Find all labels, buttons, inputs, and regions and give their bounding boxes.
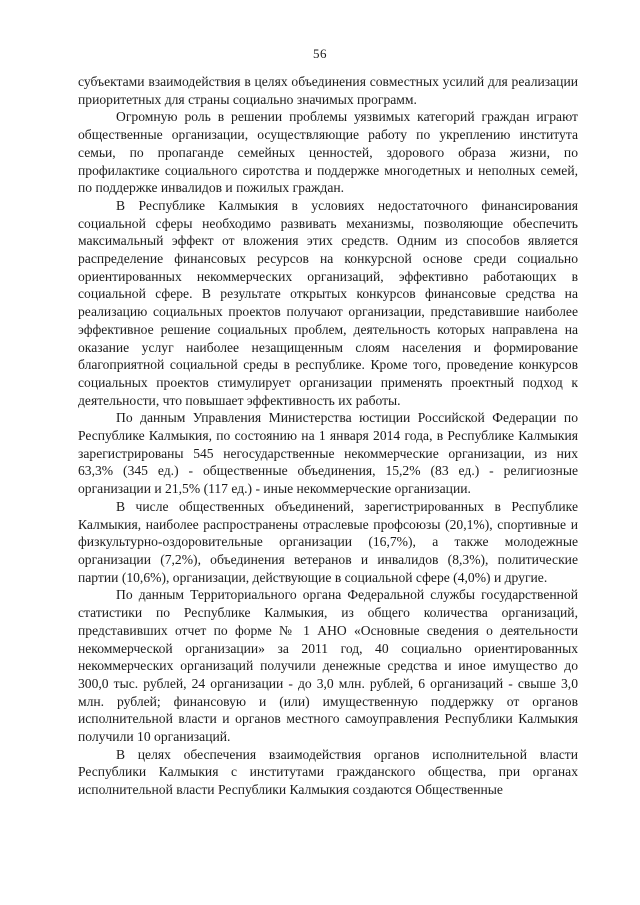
paragraph-interaction: В целях обеспечения взаимодействия органов исполнительной власти Республики Калмыкия с институтами гражданского общества, при органах исполнительной власти Республики Калмыкия создаются Общественные	[78, 746, 578, 798]
paragraph-justice-ministry-data: По данным Управления Министерства юстиции Российской Федерации по Республике Калмыкия, по состоянию на 1 января 2014 года, в Республике Калмыкия зарегистрированы 545 негосударственные некоммерческие организации, из них 63,3% (345 ед.) - общественные объединения, 15,2% (83 ед.) - религиозные организации и 21,5% (117 ед.) - иные некоммерческие организации.	[78, 410, 578, 497]
paragraph-funding-mechanisms: В Республике Калмыкия в условиях недостаточного финансирования социальной сферы необходимо развивать механизмы, позволяющие обеспечить максимальный эффект от вложения этих средств. Одним из способов является распределение финансовых ресурсов на конкурсной основе среди социально ориентированных некоммерческих организаций, эффективно работающих в социальной сфере. В результате открытых конкурсов финансовые средства на реализацию социальных проектов получают организации, представившие наиболее эффективное решение социальных проблем, деятельность которых направлена на оказание услуг наиболее незащищенным слоям населения и формирование благоприятной социальной среды в республике. Кроме того, проведение конкурсов социальных проектов стимулирует организации применять проектный подход к деятельности, что повышает эффективность их работы.	[78, 197, 578, 408]
paragraph-continuation: субъектами взаимодействия в целях объединения совместных усилий для реализации приоритетных для страны социально значимых программ.	[78, 74, 578, 107]
page-number: 56	[313, 46, 327, 61]
paragraph-public-organizations: Огромную роль в решении проблемы уязвимых категорий граждан играют общественные организации, осуществляющие работу по укреплению института семьи, по пропаганде семейных ценностей, здорового образа жизни, по профилактике социального сиротства и поддержке многодетных и неполных семей, по поддержке инвалидов и пожилых граждан.	[78, 109, 578, 196]
paragraph-statistics-data: По данным Территориального органа Федеральной службы государственной статистики по Республике Калмыкия, из общего количества организаций, представивших отчет по форме № 1 АНО «Основные сведения о деятельности некоммерческой организации» за 2011 год, 40 социально ориентированных некоммерческих организаций получили денежные средства и иное имущество до 300,0 тыс. рублей, 24 организации - до 3,0 млн. рублей, 6 организаций - свыше 3,0 млн. рублей; финансовую и (или) имущественную поддержку от органов исполнительной власти и органов местного самоуправления Республики Калмыкия получили 10 организаций.	[78, 587, 578, 745]
paragraph-public-associations: В числе общественных объединений, зарегистрированных в Республике Калмыкия, наиболее распространены отраслевые профсоюзы (20,1%), спортивные и физкультурно-оздоровительные организации (16,7%), а также молодежные организации (7,2%), объединения ветеранов и инвалидов (8,3%), политические партии (10,6%), организации, действующие в социальной сфере (4,0%) и другие.	[78, 498, 578, 585]
document-body	[78, 73, 578, 799]
